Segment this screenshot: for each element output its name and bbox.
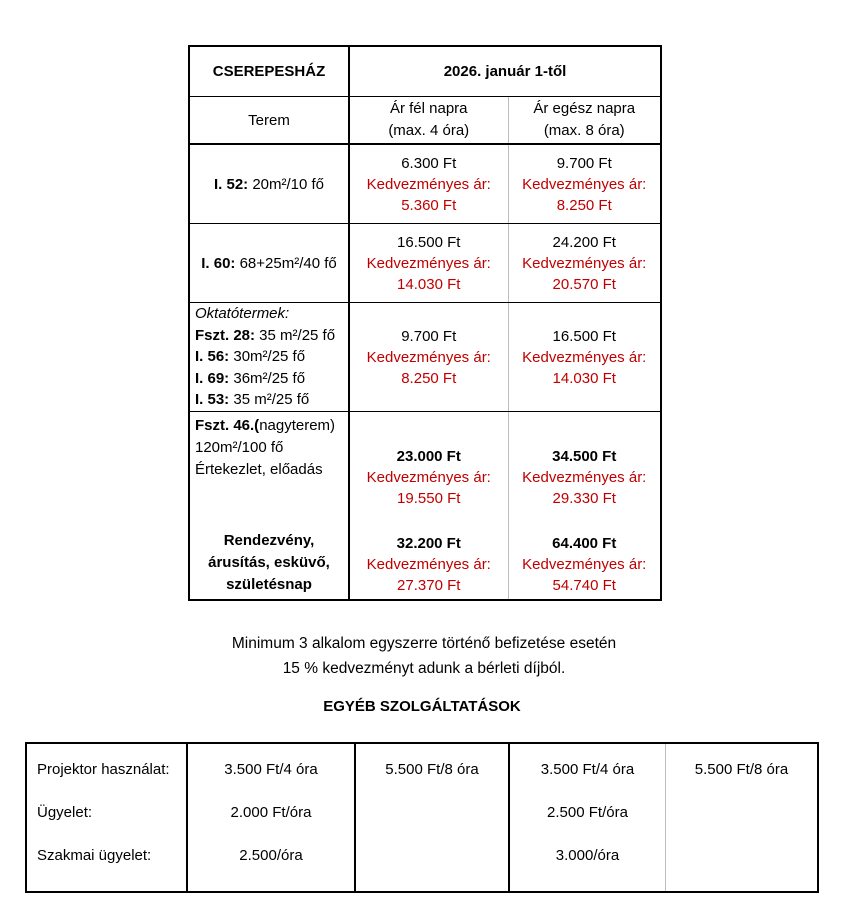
full-day-header-line2: (max. 8 óra) bbox=[543, 122, 625, 139]
service-price: 2.000 Ft/óra bbox=[230, 804, 312, 821]
discount-note-line1: Minimum 3 alkalom egyszerre történő befizetése esetén bbox=[231, 635, 617, 652]
half-day-header-line2: (max. 4 óra) bbox=[388, 122, 470, 139]
service-label: Projektor használat: bbox=[37, 761, 170, 778]
room-name-rest: 68+25m²/40 fő bbox=[235, 254, 337, 272]
room-line: I. 56: 30m²/25 fő bbox=[195, 348, 306, 366]
room-line: Fszt. 28: 35 m²/25 fő bbox=[195, 326, 336, 344]
discount-label: Kedvezményes ár: bbox=[366, 469, 491, 486]
full-day-header-line1: Ár egész napra bbox=[533, 100, 636, 117]
event-usage-label: Rendezvény, árusítás, esküvő, születésnap bbox=[208, 532, 330, 593]
discount-label: Kedvezményes ár: bbox=[366, 348, 491, 366]
price: 32.200 Ft bbox=[396, 535, 461, 552]
room-name-cell bbox=[189, 303, 349, 412]
discount-note-line2: 15 % kedvezményt adunk a bérleti díjból. bbox=[282, 660, 566, 677]
discount-label: Kedvezményes ár: bbox=[522, 348, 647, 366]
discount-price: 19.550 Ft bbox=[397, 490, 461, 507]
services-price-column-4 bbox=[666, 744, 817, 891]
room-name-cell bbox=[189, 224, 349, 303]
price: 16.500 Ft bbox=[552, 327, 616, 345]
table-row-main-hall bbox=[189, 412, 661, 601]
service-price: 3.500 Ft/4 óra bbox=[540, 761, 635, 778]
service-price bbox=[356, 834, 508, 877]
service-price: 5.500 Ft/8 óra bbox=[694, 761, 789, 778]
table-header-row bbox=[189, 46, 661, 97]
discount-label: Kedvezményes ár: bbox=[522, 175, 647, 193]
service-label: Szakmai ügyelet: bbox=[37, 847, 152, 864]
full-day-price-cell bbox=[508, 412, 661, 601]
price: 23.000 Ft bbox=[396, 448, 461, 465]
service-price: 3.500 Ft/4 óra bbox=[224, 761, 318, 778]
discount-label: Kedvezményes ár: bbox=[366, 175, 491, 193]
room-line: Értekezlet, előadás bbox=[195, 461, 323, 478]
discount-price: 29.330 Ft bbox=[552, 490, 616, 507]
service-price: 2.500 Ft/óra bbox=[547, 804, 628, 821]
half-day-price-cell bbox=[349, 224, 508, 303]
room-name-cell bbox=[189, 412, 349, 601]
discount-label: Kedvezményes ár: bbox=[366, 556, 491, 573]
full-day-price-cell bbox=[508, 144, 661, 224]
price: 24.200 Ft bbox=[552, 233, 616, 251]
price: 6.300 Ft bbox=[401, 154, 457, 172]
discount-label: Kedvezményes ár: bbox=[522, 469, 647, 486]
discount-price: 8.250 Ft bbox=[401, 369, 457, 387]
discount-label: Kedvezményes ár: bbox=[522, 254, 647, 272]
services-price-column-3 bbox=[510, 744, 666, 891]
service-price bbox=[666, 791, 817, 834]
discount-price: 5.360 Ft bbox=[401, 196, 457, 214]
room-name-rest: 20m²/10 fő bbox=[248, 175, 325, 193]
price: 64.400 Ft bbox=[552, 535, 617, 552]
services-price-column-2 bbox=[356, 744, 510, 891]
price: 9.700 Ft bbox=[556, 154, 612, 172]
price-block-meeting bbox=[509, 446, 661, 509]
room-group-label: Oktatótermek: bbox=[195, 305, 290, 323]
price-block-meeting bbox=[350, 446, 508, 509]
price: 34.500 Ft bbox=[552, 448, 617, 465]
discount-price: 8.250 Ft bbox=[556, 196, 612, 214]
service-price: 5.500 Ft/8 óra bbox=[385, 761, 479, 778]
discount-price: 14.030 Ft bbox=[397, 275, 461, 293]
discount-price: 20.570 Ft bbox=[552, 275, 616, 293]
date-cell: 2026. január 1-től bbox=[349, 46, 661, 97]
discount-note bbox=[188, 631, 660, 681]
room-name-bold: I. 52: bbox=[213, 175, 249, 193]
room-column-header: Terem bbox=[189, 97, 349, 145]
half-day-price-cell bbox=[349, 144, 508, 224]
half-day-price-cell bbox=[349, 303, 508, 412]
room-line: 120m²/100 fő bbox=[195, 439, 284, 456]
discount-price: 54.740 Ft bbox=[552, 577, 616, 594]
service-price: 3.000/óra bbox=[555, 847, 620, 864]
service-price bbox=[356, 791, 508, 834]
full-day-price-cell bbox=[508, 303, 661, 412]
services-price-column-1 bbox=[188, 744, 356, 891]
services-table bbox=[25, 742, 819, 893]
room-name-cell bbox=[189, 144, 349, 224]
room-line: I. 69: 36m²/25 fő bbox=[195, 369, 306, 387]
price-block-event bbox=[509, 533, 661, 596]
discount-price: 27.370 Ft bbox=[397, 577, 461, 594]
half-day-header-line1: Ár fél napra bbox=[389, 100, 468, 117]
table-row-room-60 bbox=[189, 224, 661, 303]
table-title-cell: CSEREPESHÁZ bbox=[189, 46, 349, 97]
price: 9.700 Ft bbox=[401, 327, 457, 345]
room-line: I. 53: 35 m²/25 fő bbox=[195, 391, 310, 409]
price-block-event bbox=[350, 533, 508, 596]
discount-price: 14.030 Ft bbox=[552, 369, 616, 387]
table-row-classrooms bbox=[189, 303, 661, 412]
room-line: Fszt. 46.(nagyterem) bbox=[195, 417, 336, 434]
discount-label: Kedvezményes ár: bbox=[522, 556, 647, 573]
services-label-column bbox=[27, 744, 188, 891]
service-price bbox=[666, 834, 817, 877]
column-header-row bbox=[189, 97, 661, 145]
full-day-column-header bbox=[508, 97, 661, 145]
full-day-price-cell bbox=[508, 224, 661, 303]
discount-label: Kedvezményes ár: bbox=[366, 254, 491, 272]
service-label: Ügyelet: bbox=[37, 804, 93, 821]
room-name-bold: I. 60: bbox=[201, 254, 236, 272]
half-day-column-header bbox=[349, 97, 508, 145]
services-title: EGYÉB SZOLGÁLTATÁSOK bbox=[323, 698, 521, 715]
table-row-room-52 bbox=[189, 144, 661, 224]
service-price: 2.500/óra bbox=[239, 847, 303, 864]
half-day-price-cell bbox=[349, 412, 508, 601]
room-price-table bbox=[188, 45, 662, 601]
price: 16.500 Ft bbox=[397, 233, 461, 251]
